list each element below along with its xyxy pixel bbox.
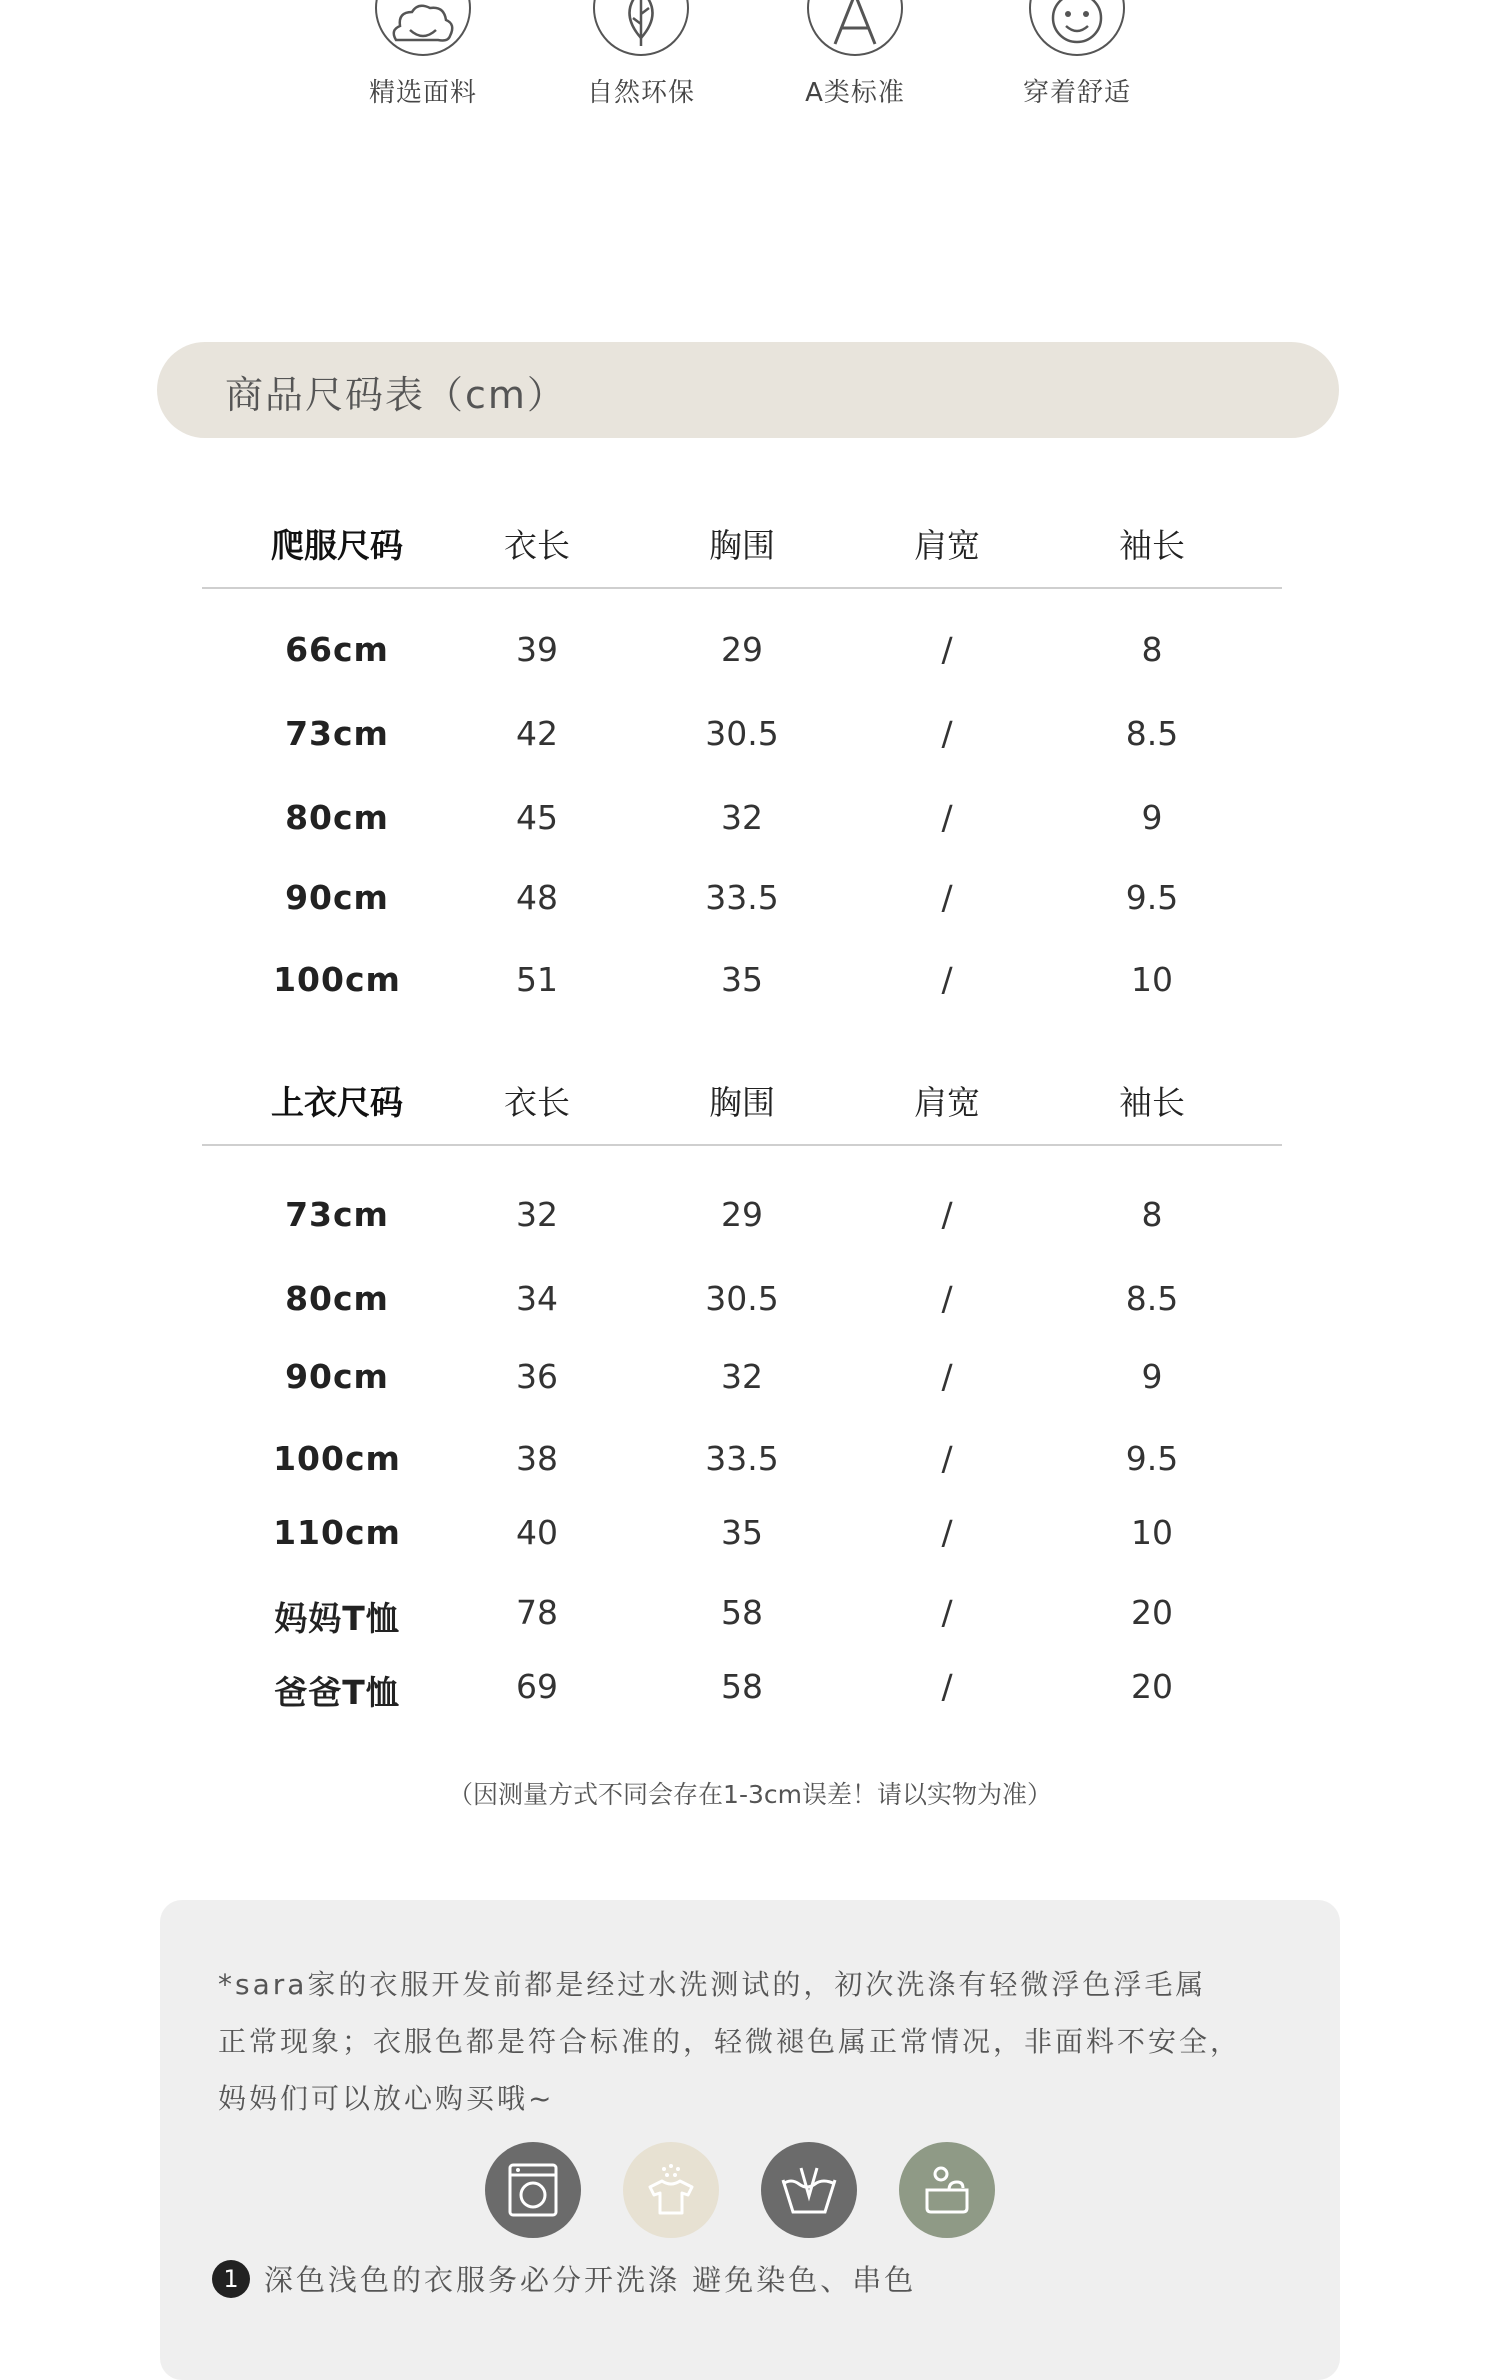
header-cell: 肩宽 <box>914 526 980 565</box>
size-cell: 80cm <box>285 1279 389 1318</box>
care-line: *sara家的衣服开发前都是经过水洗测试的，初次洗涤有轻微浮色浮毛属 <box>218 1968 1207 2001</box>
value-cell: 8 <box>1141 1195 1163 1234</box>
value-cell: 20 <box>1131 1667 1173 1706</box>
value-cell: 8.5 <box>1125 1279 1179 1318</box>
value-cell: 9.5 <box>1125 878 1179 917</box>
value-cell: 48 <box>516 878 558 917</box>
value-cell: 35 <box>721 960 763 999</box>
value-cell: 34 <box>516 1279 558 1318</box>
header-cell: 爬服尺码 <box>271 526 403 565</box>
size-cell: 90cm <box>285 1357 389 1396</box>
size-cell: 73cm <box>285 714 389 753</box>
value-cell: 32 <box>721 1357 763 1396</box>
size-cell: 90cm <box>285 878 389 917</box>
size-cell: 110cm <box>273 1513 401 1552</box>
feature-label: A类标准 <box>805 78 905 108</box>
value-cell: 9.5 <box>1125 1439 1179 1478</box>
size-cell: 100cm <box>273 1439 401 1478</box>
feature-label: 精选面料 <box>368 78 477 108</box>
size-chart-title: 商品尺码表（cm） <box>225 373 567 417</box>
value-cell: 58 <box>721 1593 763 1632</box>
hand-wash-icon <box>761 2142 857 2238</box>
care-panel <box>160 1900 1340 2380</box>
feature-label: 穿着舒适 <box>1022 78 1131 108</box>
header-cell: 胸围 <box>709 526 775 565</box>
header-cell: 袖长 <box>1119 1083 1185 1122</box>
feature-label: 自然环保 <box>586 78 695 108</box>
size-cell: 73cm <box>285 1195 389 1234</box>
header-cell: 袖长 <box>1119 526 1185 565</box>
measurement-note: （因测量方式不同会存在1-3cm误差！请以实物为准） <box>448 1780 1052 1809</box>
value-cell: 20 <box>1131 1593 1173 1632</box>
top-size-table <box>202 1077 1282 1712</box>
feature-eco <box>561 0 721 109</box>
soak-icon <box>899 2142 995 2238</box>
value-cell: 38 <box>516 1439 558 1478</box>
value-cell: / <box>941 1357 953 1396</box>
feature-fabric <box>343 0 503 109</box>
value-cell: 45 <box>516 798 558 837</box>
value-cell: / <box>941 714 953 753</box>
value-cell: / <box>941 1593 953 1632</box>
value-cell: 78 <box>516 1593 558 1632</box>
value-cell: / <box>941 960 953 999</box>
value-cell: 32 <box>721 798 763 837</box>
letter-a-icon <box>807 0 903 56</box>
washing-machine-icon <box>485 2142 581 2238</box>
header-cell: 胸围 <box>709 1083 775 1122</box>
romper-size-table <box>202 520 1282 999</box>
value-cell: 10 <box>1131 960 1173 999</box>
size-cell: 66cm <box>285 630 389 669</box>
value-cell: 51 <box>516 960 558 999</box>
value-cell: 33.5 <box>705 878 779 917</box>
size-cell: 爸爸T恤 <box>274 1673 400 1712</box>
care-tip <box>212 2258 916 2299</box>
header-cell: 衣长 <box>504 526 570 565</box>
table-header <box>202 1077 1282 1137</box>
value-cell: / <box>941 1195 953 1234</box>
size-cell: 100cm <box>273 960 401 999</box>
care-line: 妈妈们可以放心购买哦~ <box>218 2082 555 2115</box>
value-cell: 40 <box>516 1513 558 1552</box>
leaf-icon <box>593 0 689 56</box>
value-cell: 30.5 <box>705 714 779 753</box>
value-cell: / <box>941 1279 953 1318</box>
header-divider <box>202 587 1282 589</box>
tip-number-badge: 1 <box>212 2260 250 2298</box>
value-cell: 8 <box>1141 630 1163 669</box>
size-cell: 80cm <box>285 798 389 837</box>
shirt-spray-icon <box>623 2142 719 2238</box>
value-cell: 33.5 <box>705 1439 779 1478</box>
value-cell: / <box>941 798 953 837</box>
value-cell: 36 <box>516 1357 558 1396</box>
tip-text: 深色浅色的衣服务必分开洗涤 避免染色、串色 <box>264 2263 917 2297</box>
size-cell: 妈妈T恤 <box>274 1599 400 1638</box>
value-cell: 30.5 <box>705 1279 779 1318</box>
value-cell: 29 <box>721 630 763 669</box>
value-cell: 10 <box>1131 1513 1173 1552</box>
feature-row <box>0 0 1500 160</box>
table-header <box>202 520 1282 580</box>
header-cell: 肩宽 <box>914 1083 980 1122</box>
value-cell: 35 <box>721 1513 763 1552</box>
value-cell: / <box>941 1667 953 1706</box>
feature-standard <box>775 0 935 109</box>
header-cell: 上衣尺码 <box>271 1083 403 1122</box>
value-cell: / <box>941 630 953 669</box>
value-cell: / <box>941 1513 953 1552</box>
care-line: 正常现象；衣服色都是符合标准的，轻微褪色属正常情况，非面料不安全， <box>218 2025 1242 2058</box>
value-cell: 9 <box>1141 1357 1163 1396</box>
size-chart-header <box>157 342 1339 438</box>
value-cell: 42 <box>516 714 558 753</box>
value-cell: / <box>941 1439 953 1478</box>
value-cell: / <box>941 878 953 917</box>
feature-comfort <box>997 0 1157 109</box>
value-cell: 29 <box>721 1195 763 1234</box>
value-cell: 39 <box>516 630 558 669</box>
header-divider <box>202 1144 1282 1146</box>
value-cell: 9 <box>1141 798 1163 837</box>
value-cell: 8.5 <box>1125 714 1179 753</box>
value-cell: 32 <box>516 1195 558 1234</box>
baby-face-icon <box>1029 0 1125 56</box>
value-cell: 58 <box>721 1667 763 1706</box>
care-text <box>218 1956 1298 2127</box>
cloud-face-icon <box>375 0 471 56</box>
value-cell: 69 <box>516 1667 558 1706</box>
header-cell: 衣长 <box>504 1083 570 1122</box>
